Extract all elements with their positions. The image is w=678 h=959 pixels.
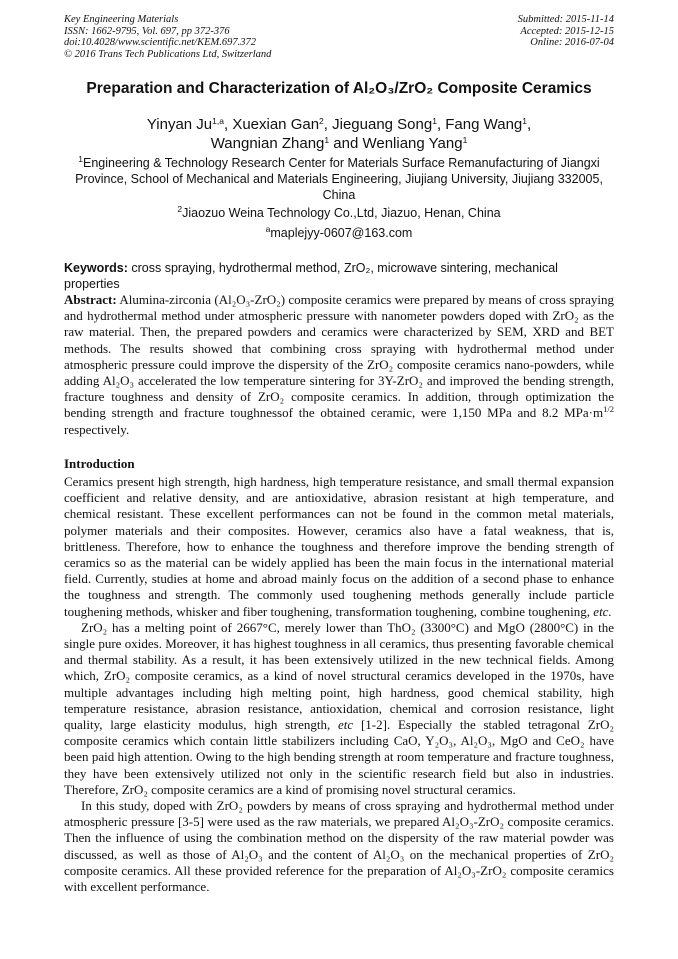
submitted-date: Submitted: 2015-11-14 (517, 14, 614, 25)
journal-doi: doi:10.4028/www.scientific.net/KEM.697.372 (64, 37, 256, 48)
online-date: Online: 2016-07-04 (530, 37, 614, 48)
paragraph-text: [1-2]. Especially the stabled tetragonal ZrO₂ composite ceramics which contain little stabilizers including CaO, Y₂O₃, Al₂O₃, MgO and CeO₂ have been paid high attention. Owing to the high bending strength at room temperature and fracture toughness, they have been extensively utilized not only in the scientific research field but also in industries. Therefore, ZrO₂ composite ceramics are a kind of promising novel structural ceramics. (64, 717, 614, 797)
author-name: Wangnian Zhang (210, 135, 325, 152)
affiliation-1 (60, 155, 618, 203)
paragraph (64, 474, 614, 620)
author-name: , Xuexian Gan (223, 116, 320, 133)
etc-italic: etc. (593, 603, 612, 619)
author-affil-mark: 1 (522, 116, 527, 126)
accepted-date: Accepted: 2015-12-15 (520, 25, 614, 37)
section-heading-introduction: Introduction (64, 456, 135, 471)
journal-copyright: © 2016 Trans Tech Publications Ltd, Switzerland (64, 48, 272, 60)
abstract-tail: respectively. (64, 421, 130, 437)
affiliation-2 (60, 205, 618, 221)
journal-header (64, 14, 271, 60)
keywords (64, 260, 616, 292)
dates-header (518, 14, 614, 49)
abstract-exponent: 1/2 (603, 404, 614, 415)
paragraph (64, 798, 614, 895)
author-name: , Fang Wang (436, 116, 523, 133)
corresponding-email (60, 225, 618, 241)
author-affil-mark: 1 (432, 116, 437, 126)
author-name: and Wenliang Yang (329, 135, 463, 152)
paragraph-text: ZrO₂ has a melting point of 2667°C, merely lower than ThO₂ (3300°C) and MgO (2800°C) in the single pure oxides. Moreover, it has highest toughness in all ceramics, thus presenting favorable chemical and thermal stability. As a result, it has been extensively utilized in the new technical fields. Among which, ZrO₂ composite ceramics, as a kind of novel structural ceramics developed in the 1970s, have multiple advantages including high melting point, high hardness, good chemical stability, high temperature resistance, abrasion resistance, antioxidation, chemical and corrosion resistance, light quality, large elasticity modulus, high strength, (64, 619, 614, 733)
email-text: maplejyy-0607@163.com (270, 226, 413, 240)
etc-italic: etc (338, 717, 354, 733)
affil-text: Jiaozuo Weina Technology Co.,Ltd, Jiazuo, Henan, China (182, 206, 501, 220)
abstract-text: Alumina-zirconia (Al₂O₃-ZrO₂) composite ceramics were prepared by means of cross spraying and hydrothermal method under atmospheric pressure with nanometer powders doped with ZrO₂ as the raw material. Then, the prepared powders and ceramics were characterized by SEM, XRD and BET methods. The results showed that combining cross spraying with hydrothermal method under atmospheric pressure could improve the dispersity of the ZrO₂ composite ceramics nano-powders, while adding Al₂O₃ accelerated the low temperature sintering for 3Y-ZrO₂ and improved the bending strength, fracture toughness and density of ZrO₂ composite ceramics. In addition, through optimization the bending strength and fracture toughnessof the obtained ceramic, were 1,150 MPa and 8.2 MPa·m (64, 292, 614, 421)
paragraph-text: In this study, doped with ZrO₂ powders by means of cross spraying and hydrothermal method under atmospheric pressure [3-5] were used as the raw materials, we prepared Al₂O₃-ZrO₂ composite ceramics. Then the influence of using the combination method on the dispersity of the raw material powder was discussed, as well as those of Al₂O₃ and the content of Al₂O₃ on the mechanical properties of ZrO₂ composite ceramics. All these provided reference for the preparation of Al₂O₃-ZrO₂ composite ceramics with excellent performance. (64, 798, 614, 895)
author-affil-mark: 1 (462, 135, 468, 145)
author-affil-mark: 1,a (212, 116, 224, 126)
journal-name: Key Engineering Materials (64, 14, 179, 25)
abstract (64, 292, 614, 438)
paragraph-text: Ceramics present high strength, high hardness, high temperature resistance, and small thermal expansion coefficient and relative density, and are antioxidative, abrasion resistant at high temperature, and chemical resistant. These excellent performances can not be found in the common metal materials, polymer materials and their composites. However, ceramics also have a fatal weakness, that is, brittleness. Therefore, how to enhance the toughness and therefore improve the bending strength of ceramics so as the material can be widely applied has been the main focus in the international material field. Currently, studies at home and abroad mainly focus on the addition of a second phase to enhance the toughness and strength. The commonly used toughening methods generally include particle toughening methods, whisker and fiber toughening, transformation toughening, combine toughening, (64, 474, 614, 619)
keywords-text: cross spraying, hydrothermal method, ZrO₂, microwave sintering, mechanical properties (64, 261, 558, 291)
affil-mark: 2 (177, 204, 183, 214)
paper-title: Preparation and Characterization of Al₂O₃/ZrO₂ Composite Ceramics (86, 80, 592, 97)
affil-text: Engineering & Technology Research Center for Materials Surface Remanufacturing of Jiangxi Province, School of Mechanical and Materials Engineering, Jiujiang University, Jiujiang 332005, China (75, 156, 603, 202)
email-mark: a (265, 224, 271, 234)
author-affil-mark: 1 (324, 135, 330, 145)
paragraph (64, 620, 614, 798)
keywords-label: Keywords: (64, 261, 128, 275)
affil-mark: 1 (78, 154, 83, 164)
author-list: Yinyan Ju$^{1,a}$, Xuexian Gan$^2$, Jieguang Song$^1$, Fang Wang$^1$, Wangnian Zhang$^1$ and Wenliang Yang$^1$ (146, 116, 532, 152)
author-name: , Jieguang Song (323, 116, 433, 133)
introduction-body (64, 474, 614, 895)
author-affil-mark: 2 (319, 116, 324, 126)
journal-issn: ISSN: 1662-9795, Vol. 697, pp 372-376 (64, 25, 230, 37)
abstract-label: Abstract: (64, 292, 117, 307)
author-name: Yinyan Ju (146, 116, 213, 133)
